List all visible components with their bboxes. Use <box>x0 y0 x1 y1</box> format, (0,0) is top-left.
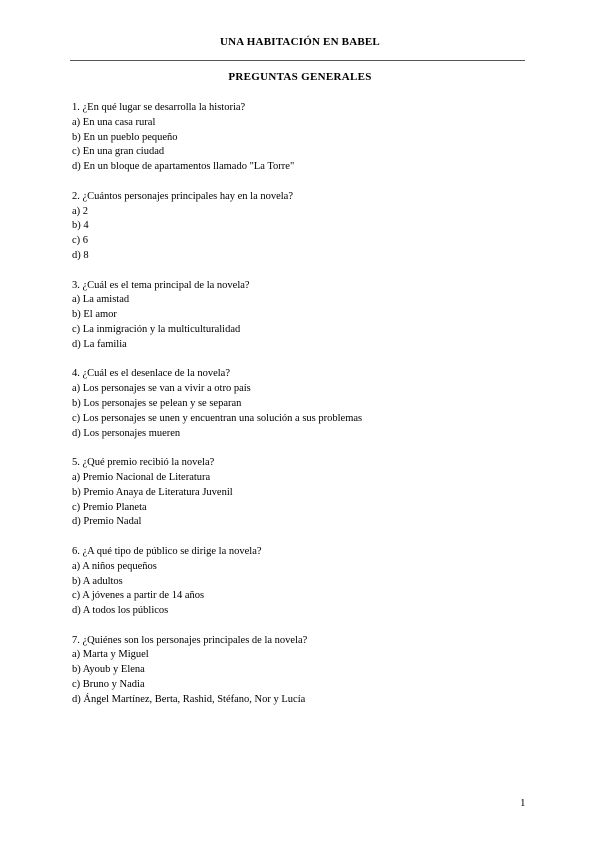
answer-option: c) En una gran ciudad <box>72 146 165 158</box>
question-1 <box>72 101 542 175</box>
question-text: 2. ¿Cuántos personajes principales hay en la novela? <box>72 190 294 202</box>
question-list <box>72 101 542 722</box>
question-text: 6. ¿A qué tipo de público se dirige la novela? <box>72 545 262 557</box>
page-number: 1 <box>520 797 526 809</box>
answer-option: d) Premio Nadal <box>72 516 142 528</box>
answer-option: a) 2 <box>72 205 89 217</box>
answer-option: a) A niños pequeños <box>72 560 157 572</box>
answer-option: a) En una casa rural <box>72 116 156 128</box>
question-text: 3. ¿Cuál es el tema principal de la novela? <box>72 279 250 291</box>
answer-option: a) Los personajes se van a vivir a otro país <box>72 383 251 395</box>
question-text: 5. ¿Qué premio recibió la novela? <box>72 457 215 469</box>
document-title: UNA HABITACIÓN EN BABEL <box>220 36 380 48</box>
answer-option: b) A adultos <box>72 575 123 587</box>
answer-option: d) Los personajes mueren <box>72 427 181 439</box>
answer-option: b) Premio Anaya de Literatura Juvenil <box>72 486 233 498</box>
question-7 <box>72 634 542 708</box>
answer-option: a) Marta y Miguel <box>72 649 149 661</box>
question-5 <box>72 456 542 530</box>
answer-option: c) Los personajes se unen y encuentran una solución a sus problemas <box>72 412 363 424</box>
answer-option: c) Bruno y Nadia <box>72 679 145 691</box>
answer-option: b) El amor <box>72 309 117 321</box>
question-text: 1. ¿En qué lugar se desarrolla la historia? <box>72 102 246 113</box>
answer-option: a) La amistad <box>72 294 130 306</box>
answer-option: c) Premio Planeta <box>72 501 147 513</box>
answer-option: a) Premio Nacional de Literatura <box>72 471 211 483</box>
header-divider <box>70 60 525 61</box>
answer-option: b) En un pueblo pequeño <box>72 131 178 143</box>
answer-option: b) Ayoub y Elena <box>72 664 145 676</box>
question-3 <box>72 279 542 353</box>
answer-option: c) 6 <box>72 235 89 247</box>
answer-option: b) 4 <box>72 220 89 232</box>
answer-option: d) A todos los públicos <box>72 605 169 617</box>
answer-option: b) Los personajes se pelean y se separan <box>72 397 242 409</box>
question-text: 7. ¿Quiénes son los personajes principales de la novela? <box>72 634 308 646</box>
answer-option: d) La familia <box>72 338 127 350</box>
answer-option: c) A jóvenes a partir de 14 años <box>72 590 205 602</box>
question-4 <box>72 367 542 441</box>
question-text: 4. ¿Cuál es el desenlace de la novela? <box>72 368 231 380</box>
answer-option: d) 8 <box>72 249 89 261</box>
question-2 <box>72 190 542 264</box>
answer-option: c) La inmigración y la multiculturalidad <box>72 323 241 335</box>
question-6 <box>72 545 542 619</box>
answer-option: d) Ángel Martínez, Berta, Rashid, Stéfano, Nor y Lucía <box>72 693 306 705</box>
section-title: PREGUNTAS GENERALES <box>228 71 372 83</box>
answer-option: d) En un bloque de apartamentos llamado "La Torre" <box>72 161 295 173</box>
